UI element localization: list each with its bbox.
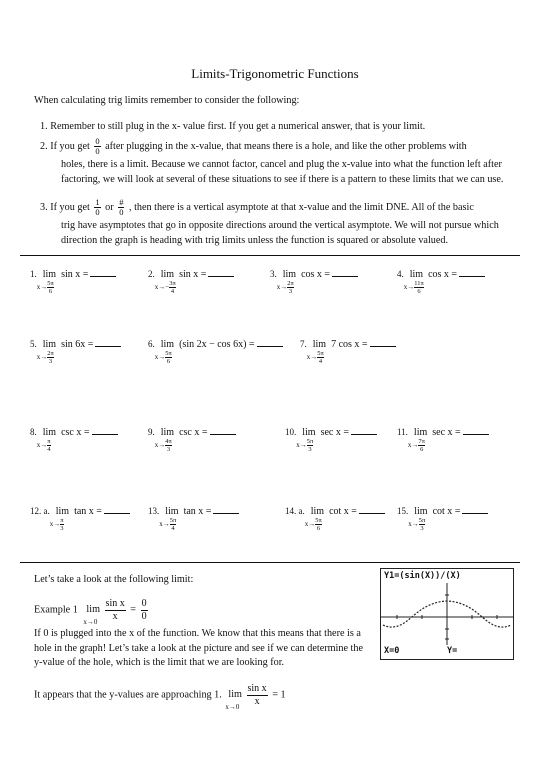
divider-bottom	[20, 562, 520, 563]
answer-blank[interactable]	[370, 338, 396, 347]
answer-blank[interactable]	[208, 268, 234, 277]
rule-3	[40, 198, 520, 217]
problem-5	[30, 338, 121, 365]
calculator-y-readout: Y=	[447, 646, 458, 656]
limit-operator: lim x→ $\frac{5\pi}{3}$	[296, 427, 316, 453]
function-expression: sin x =	[179, 269, 207, 280]
sinx-over-x: $\frac{\text{sin x}}{x}$	[105, 598, 125, 622]
result-zero-over-zero: $\frac{0}{0}$	[141, 598, 147, 622]
answer-blank[interactable]	[213, 505, 239, 514]
problem-8	[30, 426, 118, 453]
limit-operator: lim x→ $\frac{7\pi}{6}$	[407, 427, 428, 453]
limit-approach: x→ $\frac{\pi}{4}$	[36, 438, 51, 453]
example-conclusion	[34, 683, 286, 712]
conclusion-lim: lim x→0	[225, 689, 242, 712]
limit-operator: lim x→ $\frac{5\pi}{4}$	[159, 506, 179, 532]
problem-number: 2.	[148, 269, 155, 279]
problem-4	[397, 268, 485, 295]
calculator-function: Y1=(sin(X))/(X)	[384, 571, 461, 581]
problem-number: 3.	[270, 269, 277, 279]
limit-operator: lim x→ $\frac{\pi}{3}$	[49, 506, 70, 532]
problem-3	[270, 268, 358, 295]
answer-blank[interactable]	[90, 268, 116, 277]
function-expression: sin 6x =	[61, 339, 94, 350]
conclusion-result: = 1	[272, 689, 286, 701]
problem-number: 1.	[30, 269, 37, 279]
function-expression: cot x =	[329, 506, 357, 517]
conclusion-text: It appears that the y-values are approaching 1.	[34, 689, 222, 701]
limit-approach: x→ $\frac{5\pi}{6}$	[36, 280, 54, 295]
function-expression: sec x =	[432, 427, 461, 438]
rule-2	[40, 137, 520, 156]
function-expression: sec x =	[320, 427, 350, 438]
limit-operator: lim x→ $\frac{5\pi}{6}$	[154, 339, 175, 365]
zero-over-zero: $\frac{0}{0}$	[95, 136, 100, 156]
example-label: Example 1	[34, 604, 78, 616]
example-lead: Let’s take a look at the following limit:	[34, 574, 194, 585]
conclusion-fraction: $\frac{\text{sin x}}{x}$	[247, 683, 267, 707]
limit-operator: lim x→ $\frac{5\pi}{6}$	[36, 269, 57, 295]
problem-number: 7.	[300, 339, 307, 349]
function-expression: cot x =	[432, 506, 461, 517]
problem-1	[30, 268, 116, 295]
limit-operator: lim x→ $\frac{5\pi}{3}$	[408, 506, 428, 532]
problem-12	[30, 505, 130, 532]
or-word: or	[105, 201, 114, 213]
limit-operator: lim x→ $\frac{2\pi}{3}$	[36, 339, 57, 365]
answer-blank[interactable]	[210, 426, 236, 435]
problem-2	[148, 268, 234, 295]
function-expression: csc x =	[179, 427, 208, 438]
limit-operator: lim x→ $\frac{5\pi}{6}$	[304, 506, 325, 532]
problem-14	[285, 505, 385, 532]
problem-9	[148, 426, 236, 453]
intro-text: When calculating trig limits remember to consider the following:	[34, 95, 300, 106]
example-explanation: If 0 is plugged into the x of the function. We know that this means that there is a hole in the graph! Let’s take a look at the picture and see if we can determine the y-value of the hole, which is the limit that we are looking for.	[34, 628, 363, 668]
problem-number: 11.	[397, 427, 408, 437]
rule-2-lead: 2. If you get	[40, 140, 90, 152]
problem-10	[285, 426, 377, 453]
calculator-graph	[380, 568, 514, 660]
function-expression: csc x =	[61, 427, 90, 438]
limit-approach: x→ $\frac{11\pi}{6}$	[403, 280, 424, 295]
rule-2-tail: after plugging in the x-value, that means there is a hole, and like the other problems with	[105, 140, 467, 152]
problem-11	[397, 426, 489, 453]
problem-number: 12. a.	[30, 506, 50, 516]
problem-number: 4.	[397, 269, 404, 279]
limit-operator: lim x→ $\frac{11\pi}{6}$	[403, 269, 424, 295]
limit-approach: x→ $\frac{5\pi}{4}$	[306, 350, 324, 365]
problem-number: 13.	[148, 506, 160, 516]
answer-blank[interactable]	[459, 268, 485, 277]
limit-approach: x→ $\frac{2\pi}{3}$	[276, 280, 294, 295]
problem-6	[148, 338, 283, 365]
answer-blank[interactable]	[104, 505, 130, 514]
example-1	[34, 598, 150, 627]
rule-3-lead: 3. If you get	[40, 201, 90, 213]
limit-operator: lim x→ $\frac{4\pi}{3}$	[154, 427, 175, 453]
answer-blank[interactable]	[95, 338, 121, 347]
page-title: Limits-Trigonometric Functions	[191, 66, 359, 81]
limit-approach: x→ $\frac{4\pi}{3}$	[154, 438, 172, 453]
example-lim: lim x→0	[83, 604, 100, 627]
limit-operator: lim x→ $\frac{5\pi}{4}$	[306, 339, 327, 365]
answer-blank[interactable]	[332, 268, 358, 277]
rule-3-detail: trig have asymptotes that go in opposite directions around the vertical asymptote. We will not pursue which direction the graph is heading with trig limits unless the function is squared or absolute valued.	[61, 220, 499, 246]
limit-approach: x→ $\frac{5\pi}{6}$	[304, 517, 322, 532]
limit-approach: x→ $\frac{5\pi}{3}$	[296, 438, 314, 453]
limit-approach: x→ $\frac{5\pi}{4}$	[159, 517, 177, 532]
calculator-x-readout: X=0	[384, 646, 400, 656]
answer-blank[interactable]	[359, 505, 385, 514]
problem-7	[300, 338, 396, 365]
function-expression: tan x =	[74, 506, 102, 517]
one-over-zero: $\frac{1}{0}$	[95, 197, 100, 217]
problem-number: 8.	[30, 427, 37, 437]
function-expression: cos x =	[428, 269, 458, 280]
problem-15	[397, 505, 488, 532]
answer-blank[interactable]	[463, 426, 489, 435]
problem-number: 15.	[397, 506, 409, 516]
answer-blank[interactable]	[92, 426, 118, 435]
problem-number: 5.	[30, 339, 37, 349]
limit-approach: x→ $\frac{2\pi}{3}$	[36, 350, 54, 365]
answer-blank[interactable]	[462, 505, 488, 514]
function-expression: tan x =	[183, 506, 212, 517]
function-expression: cos x =	[301, 269, 331, 280]
function-expression: 7 cos x =	[331, 339, 368, 350]
problem-number: 14. a.	[285, 506, 305, 516]
divider-top	[20, 255, 520, 256]
limit-approach: x→ $\frac{5\pi}{3}$	[408, 517, 426, 532]
equals-sign: =	[130, 604, 137, 616]
function-expression: sin x =	[61, 269, 89, 280]
problem-13	[148, 505, 239, 532]
limit-approach: x→− $\frac{3\pi}{4}$	[154, 280, 176, 295]
limit-approach: x→ $\frac{7\pi}{6}$	[407, 438, 425, 453]
limit-operator: lim x→− $\frac{3\pi}{4}$	[154, 269, 176, 295]
limit-approach: x→ $\frac{5\pi}{6}$	[154, 350, 172, 365]
problem-number: 6.	[148, 339, 155, 349]
limit-operator: lim x→ $\frac{2\pi}{3}$	[276, 269, 297, 295]
function-expression: (sin 2x − cos 6x) =	[179, 339, 255, 350]
limit-operator: lim x→ $\frac{\pi}{4}$	[36, 427, 57, 453]
number-over-zero: $\frac{\#}{0}$	[119, 197, 124, 217]
answer-blank[interactable]	[257, 338, 283, 347]
problem-number: 10.	[285, 427, 297, 437]
problem-number: 9.	[148, 427, 155, 437]
answer-blank[interactable]	[351, 426, 377, 435]
limit-approach: x→ $\frac{\pi}{3}$	[49, 517, 64, 532]
rule-2-detail: holes, there is a limit. Because we cannot factor, cancel and plug the x-value into what the function left after factoring, we will look at several of these situations to see if there is a pattern to these limits that we can use.	[61, 159, 504, 185]
rule-3-tail: , then there is a vertical asymptote at that x-value and the limit DNE. All of the basic	[128, 201, 474, 213]
rule-1: 1. Remember to still plug in the x- value first. If you get a numerical answer, that is your limit.	[40, 121, 426, 132]
